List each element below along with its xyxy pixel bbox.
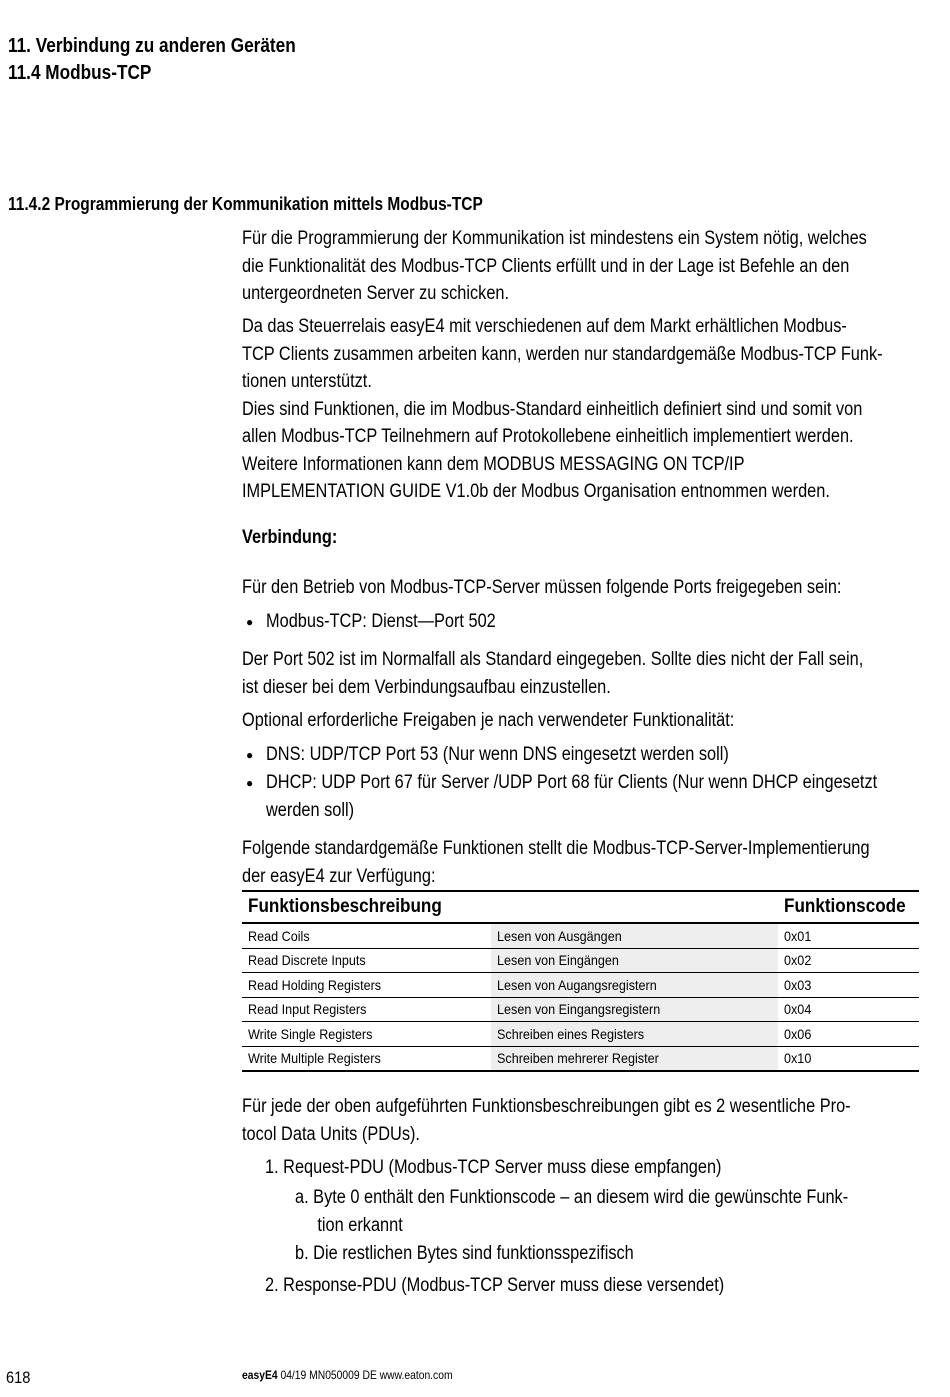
- table-cell: 0x06: [778, 1022, 919, 1047]
- connection-heading: Verbindung:: [242, 527, 338, 548]
- text-line: allen Modbus-TCP Teilnehmern auf Protokollebene einheitlich implementiert werden.: [242, 426, 854, 447]
- table-cell: Read Discrete Inputs: [242, 948, 491, 973]
- table-row: [242, 973, 919, 998]
- footer-doc-ref: 04/19 MN050009 DE www.eaton.com: [277, 1368, 453, 1382]
- pdu-intro: [242, 1093, 950, 1148]
- table-row: [242, 1022, 919, 1047]
- table-row: [242, 997, 919, 1022]
- intro-paragraph: [242, 225, 950, 308]
- table-cell: Write Single Registers: [242, 1022, 491, 1047]
- text-line: die Funktionalität des Modbus-TCP Clients erfüllt und in der Lage ist Befehle an den: [242, 255, 850, 277]
- compatibility-paragraph: [242, 313, 950, 506]
- chapter-header: [8, 33, 343, 87]
- text-line: IMPLEMENTATION GUIDE V1.0b der Modbus Organisation entnommen werden.: [242, 481, 830, 502]
- optional-bullet-dns: DNS: UDP/TCP Port 53 (Nur wenn DNS eingesetzt werden soll): [266, 744, 729, 765]
- table-cell: Schreiben eines Registers: [491, 1022, 778, 1047]
- table-cell: Lesen von Eingängen: [491, 948, 778, 973]
- pdu-list-item-1: 1. Request-PDU (Modbus-TCP Server muss diese empfangen): [265, 1157, 722, 1178]
- bullet-icon: ●: [246, 748, 254, 762]
- pdu-list-item-1b: b. Die restlichen Bytes sind funktionsspezifisch: [295, 1243, 634, 1264]
- bullet-icon: ●: [246, 776, 254, 790]
- text-line: Für jede der oben aufgeführten Funktionsbeschreibungen gibt es 2 wesentliche Pro-: [242, 1096, 851, 1117]
- text-line: der easyE4 zur Verfügung:: [242, 865, 436, 887]
- text-line: Dies sind Funktionen, die im Modbus-Standard einheitlich definiert sind und somit von: [242, 398, 863, 420]
- bullet-icon: ●: [246, 615, 254, 629]
- table-cell: 0x03: [778, 973, 919, 998]
- ports-intro: Für den Betrieb von Modbus-TCP-Server müssen folgende Ports freigegeben sein:: [242, 577, 842, 598]
- table-cell: Write Multiple Registers: [242, 1046, 491, 1071]
- table-cell: Read Coils: [242, 923, 491, 948]
- optional-intro: Optional erforderliche Freigaben je nach verwendeter Funktionalität:: [242, 710, 735, 731]
- text-line: Der Port 502 ist im Normalfall als Standard eingegeben. Sollte dies nicht der Fall sein,: [242, 649, 864, 670]
- section-title: 11.4 Modbus-TCP: [8, 62, 152, 84]
- pdu-list-item-2: 2. Response-PDU (Modbus-TCP Server muss diese versendet): [265, 1275, 725, 1296]
- column-header: Funktionsbeschreibung: [242, 891, 491, 923]
- text-line: tionen unterstützt.: [242, 371, 372, 392]
- table-cell: 0x10: [778, 1046, 919, 1071]
- table-cell: Lesen von Ausgängen: [491, 923, 778, 948]
- text-line: untergeordneten Server zu schicken.: [242, 283, 510, 304]
- port-default-paragraph: [242, 646, 950, 701]
- table-cell: Read Input Registers: [242, 997, 491, 1022]
- text-line: Weitere Informationen kann dem MODBUS MESSAGING ON TCP/IP: [242, 453, 745, 475]
- text-line: tocol Data Units (PDUs).: [242, 1123, 420, 1145]
- table-cell: Lesen von Augangsregistern: [491, 973, 778, 998]
- table-header-row: [242, 891, 919, 923]
- functions-intro: [242, 835, 950, 890]
- table-cell: 0x01: [778, 923, 919, 948]
- text-line: Folgende standardgemäße Funktionen stellt die Modbus-TCP-Server-Implementierung: [242, 838, 870, 859]
- chapter-title: 11. Verbindung zu anderen Geräten: [8, 35, 296, 57]
- text-line: Da das Steuerrelais easyE4 mit verschiedenen auf dem Markt erhältlichen Modbus-: [242, 316, 847, 337]
- ports-bullet-item: Modbus-TCP: Dienst—Port 502: [266, 611, 496, 632]
- text-line: TCP Clients zusammen arbeiten kann, werden nur standardgemäße Modbus-TCP Funk-: [242, 343, 883, 365]
- subsection-title: 11.4.2 Programmierung der Kommunikation mittels Modbus-TCP: [8, 194, 483, 214]
- text-line: ist dieser bei dem Verbindungsaufbau einzustellen.: [242, 676, 611, 698]
- footer-doc-name: easyE4: [242, 1368, 278, 1382]
- footer-doc-info: [242, 1368, 487, 1382]
- table-row: [242, 948, 919, 973]
- column-header: Funktionscode: [778, 891, 919, 923]
- table-cell: Schreiben mehrerer Register: [491, 1046, 778, 1071]
- function-table: [242, 890, 919, 1072]
- table-row: [242, 1046, 919, 1071]
- table-cell: 0x04: [778, 997, 919, 1022]
- table-row: [242, 923, 919, 948]
- table-cell: 0x02: [778, 948, 919, 973]
- pdu-list-item-1a: a. Byte 0 enthält den Funktionscode – an diesem wird die gewünschte Funk- tion erkannt: [295, 1187, 849, 1236]
- table-cell: Read Holding Registers: [242, 973, 491, 998]
- optional-bullet-dhcp: DHCP: UDP Port 67 für Server /UDP Port 68 für Clients (Nur wenn DHCP eingesetzt werden soll): [266, 772, 878, 821]
- column-header: [491, 891, 778, 923]
- page-number: 618: [6, 1368, 31, 1387]
- table-cell: Lesen von Eingangsregistern: [491, 997, 778, 1022]
- text-line: Für die Programmierung der Kommunikation ist mindestens ein System nötig, welches: [242, 228, 867, 249]
